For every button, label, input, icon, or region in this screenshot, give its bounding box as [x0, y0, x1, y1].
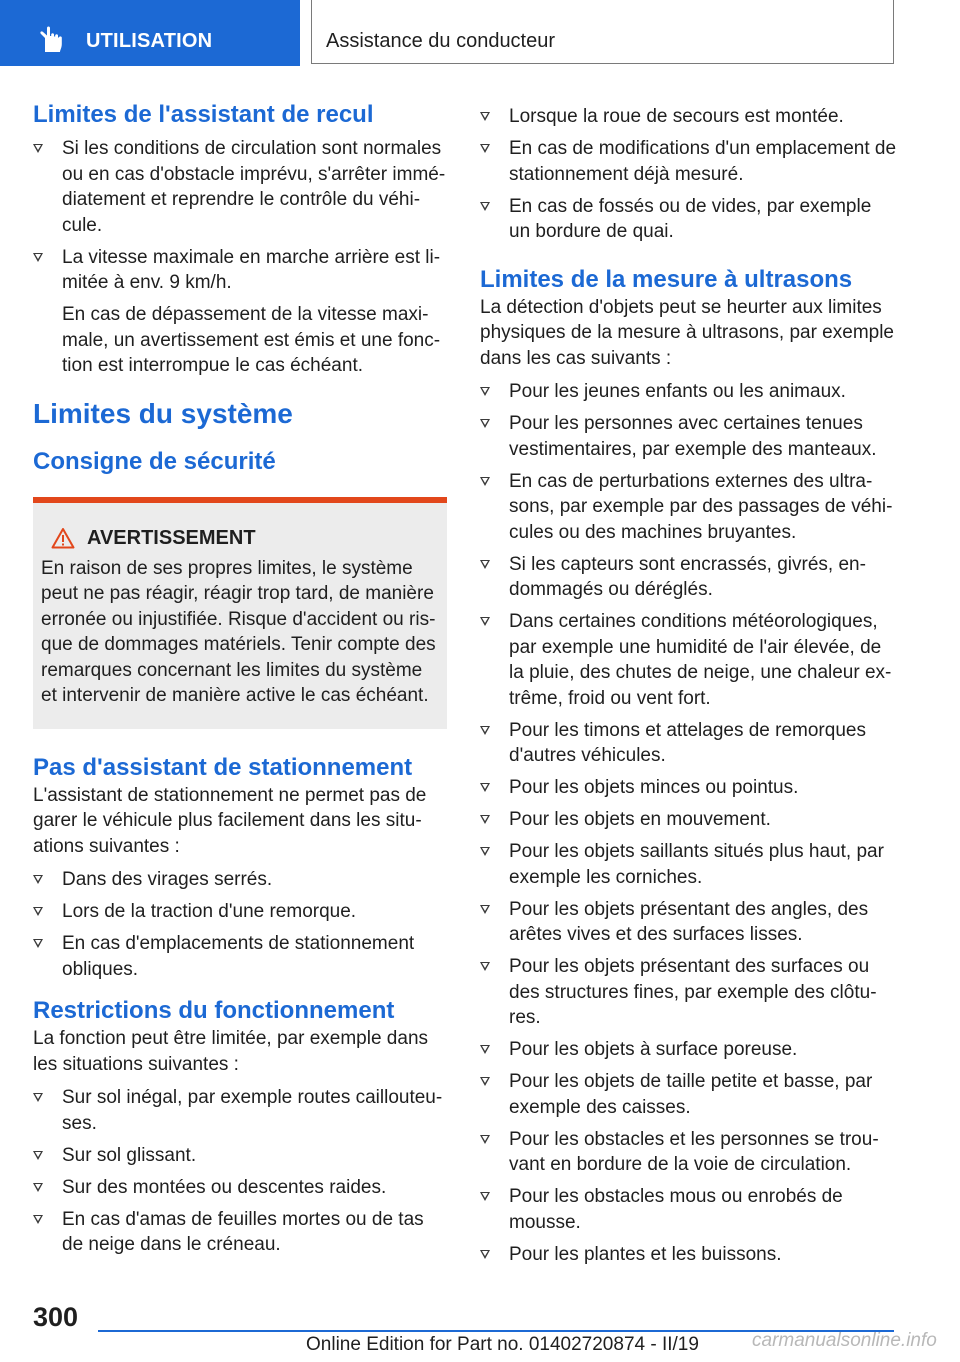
bullet-triangle-icon [480, 1250, 490, 1259]
heading-consigne-securite: Consigne de sécurité [33, 447, 276, 475]
paragraph-ultrasons: La détection d'objets peut se heurter aux limites physiques de la mesure à ultrasons, par exemple dans les cas suivants : [480, 296, 895, 369]
bullet-triangle-icon [480, 387, 490, 396]
list-ultrasons [480, 379, 896, 1267]
heading-restrictions-fonctionnement: Restrictions du fonctionnement [33, 997, 395, 1024]
list-item [480, 1037, 896, 1063]
bullet-triangle-icon [480, 1192, 490, 1201]
chapter-title: UTILISATION [86, 30, 213, 52]
heading-pas-assistant-stationnement: Pas d'assistant de stationnement [33, 753, 413, 781]
bullet-triangle-icon [33, 875, 43, 884]
list-item [480, 1184, 896, 1235]
list-item [480, 609, 896, 711]
bullet-triangle-icon [33, 1151, 43, 1160]
section-title: Assistance du conducteur [326, 30, 556, 52]
list-item-text: Pour les jeunes enfants ou les animaux. [509, 381, 846, 402]
list-item [480, 775, 896, 801]
warning-box [33, 497, 447, 729]
list-item-text: Lorsque la roue de secours est montée. [509, 106, 844, 127]
bullet-triangle-icon [480, 112, 490, 121]
bullet-triangle-icon [480, 202, 490, 211]
bullet-triangle-icon [480, 617, 490, 626]
list-item-text: Sur des montées ou descentes raides. [62, 1176, 387, 1198]
list-item-text: Pour les objets présentant des angles, des arêtes vives et des surfaces lisses. [509, 898, 869, 945]
warning-triangle-icon [51, 527, 75, 549]
list-item [33, 1207, 447, 1258]
list-item-text: Pour les objets de taille petite et basse, par exemple des caisses. [509, 1071, 873, 1118]
paragraph-stationnement: L'assistant de stationnement ne permet pas de garer le véhicule plus facilement dans les situations suivantes : [33, 784, 427, 857]
list-item-text: Pour les objets saillants situés plus haut, par exemple les corniches. [509, 841, 884, 888]
bullet-triangle-icon [480, 962, 490, 971]
right-column [480, 104, 896, 1274]
list-item-text: Pour les timons et attelages de remorques d'autres véhicules. [509, 719, 866, 766]
heading-limites-ultrasons: Limites de la mesure à ultrasons [480, 265, 853, 293]
warning-text: En raison de ses propres limites, le système peut ne pas réagir, réagir trop tard, de manière erronée ou injustifiée. Risque d'accident ou risque de dommages matériels. Tenir compte des remarques concernant les limites du système et intervenir de manière active le cas échéant. [41, 557, 436, 706]
list-item [33, 931, 447, 982]
list-stationnement [33, 867, 447, 982]
warning-heading [41, 527, 439, 550]
list-item-text: En cas de perturbations externes des ultrasons, par exemple par des passages de véhicules ou des machines bruyantes. [509, 470, 893, 543]
list-item-text: Dans des virages serrés. [62, 869, 273, 890]
watermark: carmanualsonline.info [752, 1330, 937, 1351]
list-item-text: Si les capteurs sont encrassés, givrés, endommagés ou déréglés. [509, 553, 866, 600]
list-limites-recul [33, 136, 447, 379]
list-item [480, 718, 896, 769]
bullet-triangle-icon [33, 1183, 43, 1192]
list-item-text: La vitesse maximale en marche arrière est limitée à env. 9 km/h. [62, 246, 441, 293]
footer-edition: Online Edition for Part no. 01402720874 - II/19 [306, 1334, 699, 1355]
heading-limites-systeme: Limites du système [33, 397, 293, 429]
list-item-text: Pour les objets en mouvement. [509, 809, 771, 830]
list-item [480, 807, 896, 833]
list-item-text: En cas d'emplacements de stationnement obliques. [62, 933, 415, 980]
left-column [33, 100, 447, 1264]
list-item [33, 867, 447, 893]
heading-limites-assistant-recul: Limites de l'assistant de recul [33, 101, 374, 128]
bullet-triangle-icon [33, 1093, 43, 1102]
list-item [480, 1242, 896, 1268]
list-item-text: Pour les objets présentant des surfaces ou des structures fines, par exemple des clôtures. [509, 956, 877, 1028]
bullet-triangle-icon [33, 144, 43, 153]
list-item [480, 194, 896, 245]
bullet-triangle-icon [480, 815, 490, 824]
list-item-text: Pour les personnes avec certaines tenues vestimentaires, par exemple des manteaux. [509, 413, 877, 460]
list-item-text: Dans certaines conditions météorologiques, par exemple une humidité de l'air élevée, de la pluie, des chutes de neige, une chaleur extrême, froid ou vent fort. [509, 611, 892, 709]
bullet-triangle-icon [480, 1045, 490, 1054]
list-item [33, 1175, 447, 1201]
list-item [480, 552, 896, 603]
list-item-text: En cas de modifications d'un emplacement de stationnement déjà mesuré. [509, 138, 897, 185]
list-item-subtext: En cas de dépassement de la vitesse maximale, un avertissement est émis et une fonction est interrompue le cas échéant. [62, 304, 441, 376]
bullet-triangle-icon [480, 560, 490, 569]
paragraph-restrictions: La fonction peut être limitée, par exemple dans les situations suivantes : [33, 1028, 429, 1075]
bullet-triangle-icon [33, 939, 43, 948]
bullet-triangle-icon [480, 1077, 490, 1086]
bullet-triangle-icon [480, 1135, 490, 1144]
list-item-text: Pour les obstacles et les personnes se trouvant en bordure de la voie de circulation. [509, 1128, 879, 1175]
list-item-text: Lors de la traction d'une remorque. [62, 901, 357, 922]
list-item [480, 954, 896, 1031]
list-item-text: Pour les obstacles mous ou enrobés de mousse. [509, 1186, 843, 1233]
list-item [33, 1143, 447, 1169]
bullet-triangle-icon [33, 253, 43, 262]
bullet-triangle-icon [480, 847, 490, 856]
list-item-text: Sur sol inégal, par exemple routes caillouteuses. [62, 1087, 443, 1134]
list-restrictions [33, 1085, 447, 1258]
list-item [33, 1085, 447, 1136]
page-header [0, 0, 960, 66]
list-item [480, 104, 896, 130]
bullet-triangle-icon [33, 1215, 43, 1224]
list-item [480, 411, 896, 462]
page-number: 300 [33, 1302, 79, 1332]
list-item [480, 897, 896, 948]
list-item-text: Si les conditions de circulation sont normales ou en cas d'obstacle imprévu, s'arrêter immédiatement et reprendre le contrôle du véhicule. [62, 138, 446, 236]
list-item [480, 1069, 896, 1120]
list-item [33, 136, 447, 238]
list-item-text: Pour les plantes et les buissons. [509, 1243, 782, 1265]
list-item-text: En cas de fossés ou de vides, par exemple un bordure de quai. [509, 195, 872, 242]
list-item [480, 839, 896, 890]
list-item [33, 899, 447, 925]
list-item-text: En cas d'amas de feuilles mortes ou de tas de neige dans le créneau. [62, 1208, 424, 1255]
list-item [480, 136, 896, 187]
list-item [480, 1127, 896, 1178]
warning-label: AVERTISSEMENT [87, 526, 256, 549]
list-item [480, 469, 896, 546]
bullet-triangle-icon [480, 905, 490, 914]
hand-pointer-icon [36, 25, 68, 53]
list-item [33, 245, 447, 379]
section-title-box [311, 0, 894, 64]
bullet-triangle-icon [480, 477, 490, 486]
bullet-triangle-icon [480, 783, 490, 792]
chapter-tab [0, 0, 300, 66]
list-item [480, 379, 896, 405]
bullet-triangle-icon [480, 144, 490, 153]
list-item-text: Pour les objets minces ou pointus. [509, 777, 799, 798]
bullet-triangle-icon [480, 419, 490, 428]
list-item-text: Pour les objets à surface poreuse. [509, 1039, 798, 1060]
bullet-triangle-icon [33, 907, 43, 916]
list-item-text: Sur sol glissant. [62, 1144, 197, 1166]
list-continued [480, 104, 896, 245]
bullet-triangle-icon [480, 726, 490, 735]
